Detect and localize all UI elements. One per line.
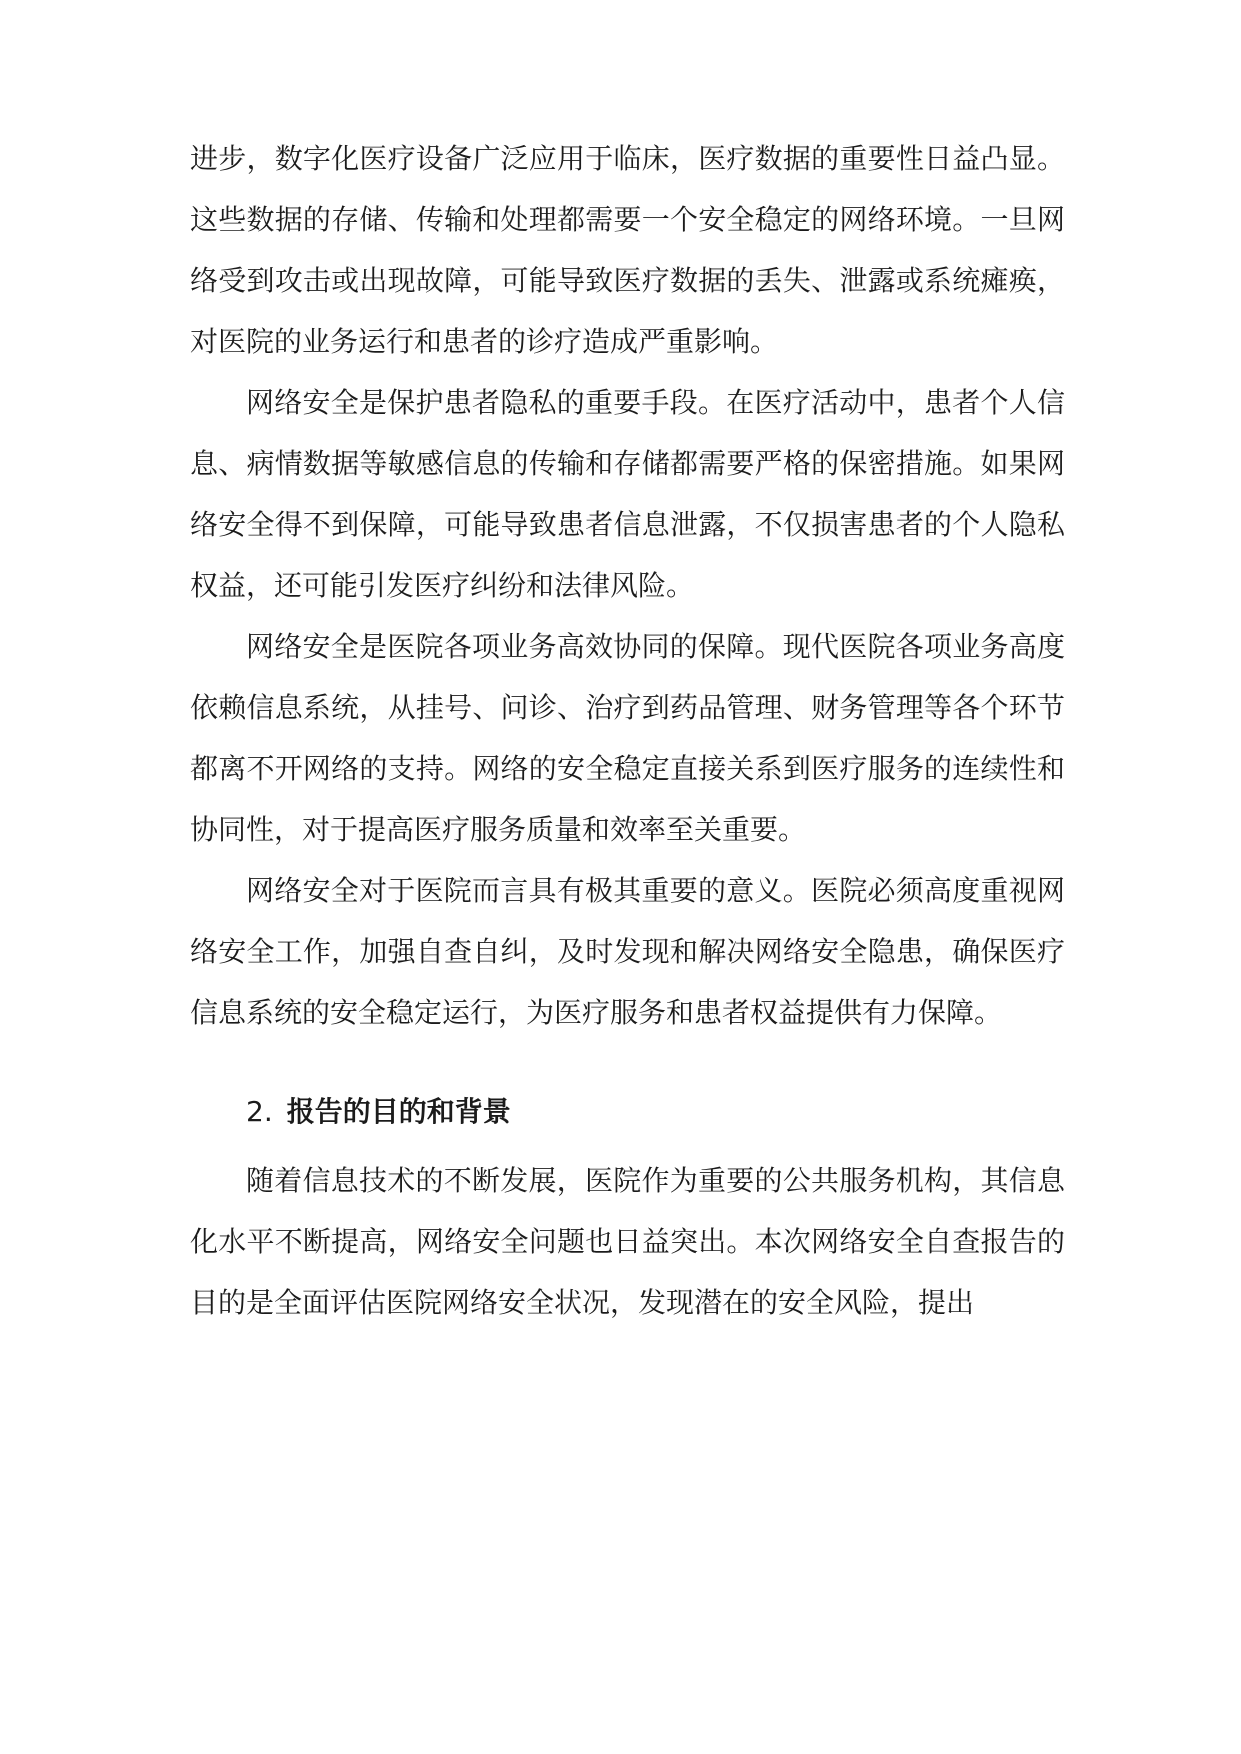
section-title: 报告的目的和背景 (286, 1095, 511, 1128)
section-heading (190, 1081, 1065, 1142)
paragraph-business-collaboration: 网络安全是医院各项业务高效协同的保障。现代医院各项业务高度依赖信息系统，从挂号、问诊、治疗到药品管理、财务管理等各个环节都离不开网络的支持。网络的安全稳定直接关系到医疗服务的连续性和协同性，对于提高医疗服务质量和效率至关重要。 (190, 630, 1065, 846)
document-body (190, 128, 1065, 1333)
section-number: 2. (246, 1095, 273, 1128)
paragraph-significance: 网络安全对于医院而言具有极其重要的意义。医院必须高度重视网络安全工作，加强自查自纠，及时发现和解决网络安全隐患，确保医疗信息系统的安全稳定运行，为医疗服务和患者权益提供有力保障。 (190, 874, 1065, 1029)
paragraph-continued: 进步，数字化医疗设备广泛应用于临床，医疗数据的重要性日益凸显。这些数据的存储、传输和处理都需要一个安全稳定的网络环境。一旦网络受到攻击或出现故障，可能导致医疗数据的丢失、泄露或系统瘫痪，对医院的业务运行和患者的诊疗造成严重影响。 (190, 142, 1065, 358)
paragraph-report-purpose: 随着信息技术的不断发展，医院作为重要的公共服务机构，其信息化水平不断提高，网络安全问题也日益突出。本次网络安全自查报告的目的是全面评估医院网络安全状况，发现潜在的安全风险，提出 (190, 1164, 1065, 1319)
paragraph-patient-privacy: 网络安全是保护患者隐私的重要手段。在医疗活动中，患者个人信息、病情数据等敏感信息的传输和存储都需要严格的保密措施。如果网络安全得不到保障，可能导致患者信息泄露，不仅损害患者的个人隐私权益，还可能引发医疗纠纷和法律风险。 (190, 386, 1065, 602)
